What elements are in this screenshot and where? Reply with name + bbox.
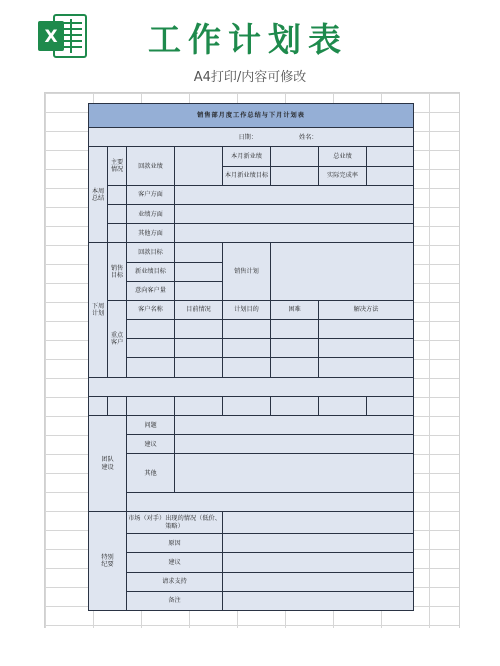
support-request-value[interactable] [223,572,414,591]
blank-row [89,377,414,396]
intent-customers-label: 意向客户量 [127,281,175,300]
col-customer-name: 客户名称 [127,300,175,319]
business-aspect-label: 业绩方面 [127,204,175,223]
name-label: 姓名： [299,133,318,141]
main-situation-label: 主要 情况 [108,147,127,185]
market-situation-value[interactable] [223,511,414,533]
team-problem-value[interactable] [175,416,414,435]
special-suggestion-label: 建议 [127,553,223,572]
month-new-target-label: 本月新业绩目标 [223,166,271,185]
key-customer-cell[interactable] [223,358,271,377]
reason-value[interactable] [223,534,414,553]
team-suggestion-label: 建议 [127,435,175,454]
summary-blank-cell [108,204,127,223]
total-label: 总业绩 [319,147,367,166]
collection-label: 回款业绩 [127,147,175,185]
key-customer-cell[interactable] [175,358,223,377]
plan-section-label: 下周 计划 [89,243,108,377]
logo-letter: X [44,27,58,47]
blank-cell [127,396,175,415]
key-customer-cell[interactable] [127,320,175,339]
key-customer-cell[interactable] [223,320,271,339]
special-suggestion-value[interactable] [223,553,414,572]
month-new-label: 本月新业绩 [223,147,271,166]
date-name-row [89,128,414,147]
actual-rate-value[interactable] [367,166,414,185]
special-section-label: 特别 纪要 [89,511,127,610]
business-aspect-value[interactable] [175,204,414,223]
actual-rate-label: 实际完成率 [319,166,367,185]
excel-icon [36,13,88,59]
form-title: 销售部月度工作总结与下月计划表 [89,104,414,128]
col-solution: 解决方法 [319,300,414,319]
remark-label: 备注 [127,591,223,610]
summary-section-label: 本周 总结 [89,147,108,243]
key-customers-label: 重点 客户 [108,300,127,377]
new-target-label: 新业绩目标 [127,262,175,281]
sales-plan-value[interactable] [271,243,414,301]
reason-label: 原因 [127,534,223,553]
page-subtitle: A4打印/内容可修改 [193,70,307,85]
other-aspect-label: 其他方面 [127,224,175,243]
key-customer-cell[interactable] [223,339,271,358]
team-other-label: 其他 [127,454,175,492]
col-plan-purpose: 计划目的 [223,300,271,319]
blank-cell [319,396,367,415]
key-customer-cell[interactable] [127,358,175,377]
page-title: 工作计划表 [148,20,348,59]
month-new-target-value[interactable] [271,166,319,185]
key-customer-cell[interactable] [175,320,223,339]
remark-value[interactable] [223,591,414,610]
key-customer-cell[interactable] [319,320,414,339]
total-value[interactable] [367,147,414,166]
page-header [0,0,500,92]
team-problem-label: 问题 [127,416,175,435]
customer-aspect-label: 客户方面 [127,185,175,204]
key-customer-cell[interactable] [319,358,414,377]
customer-aspect-value[interactable] [175,185,414,204]
date-label: 日期： [238,133,258,141]
blank-cell [271,396,319,415]
new-target-value[interactable] [175,262,223,281]
key-customer-cell[interactable] [271,339,319,358]
intent-customers-value[interactable] [175,281,223,300]
collection-value[interactable] [175,147,223,185]
summary-blank-cell [108,185,127,204]
blank-cell [223,396,271,415]
key-customer-cell[interactable] [271,358,319,377]
blank-cell [89,396,108,415]
other-aspect-value[interactable] [175,224,414,243]
col-difficulty: 困难 [271,300,319,319]
support-request-label: 请求支持 [127,572,223,591]
bottom-margin [0,628,500,666]
key-customer-cell[interactable] [271,320,319,339]
team-other-value[interactable] [175,454,414,492]
plan-form-table [88,103,414,611]
team-suggestion-value[interactable] [175,435,414,454]
blank-cell [367,396,414,415]
sales-plan-label: 销售计划 [223,243,271,301]
collection-target-value[interactable] [175,243,223,262]
key-customer-cell[interactable] [319,339,414,358]
blank-cell [175,396,223,415]
team-section-label: 团队 建设 [89,416,127,512]
key-customer-cell[interactable] [175,339,223,358]
sales-target-label: 销售 目标 [108,243,127,301]
team-blank-row [127,492,414,511]
blank-cell [108,396,127,415]
col-current-status: 目前情况 [175,300,223,319]
month-new-value[interactable] [271,147,319,166]
key-customer-cell[interactable] [127,339,175,358]
collection-target-label: 回款目标 [127,243,175,262]
market-situation-label: 市场（对手）出现的情况（低价、策略） [127,511,223,533]
summary-blank-cell [108,224,127,243]
